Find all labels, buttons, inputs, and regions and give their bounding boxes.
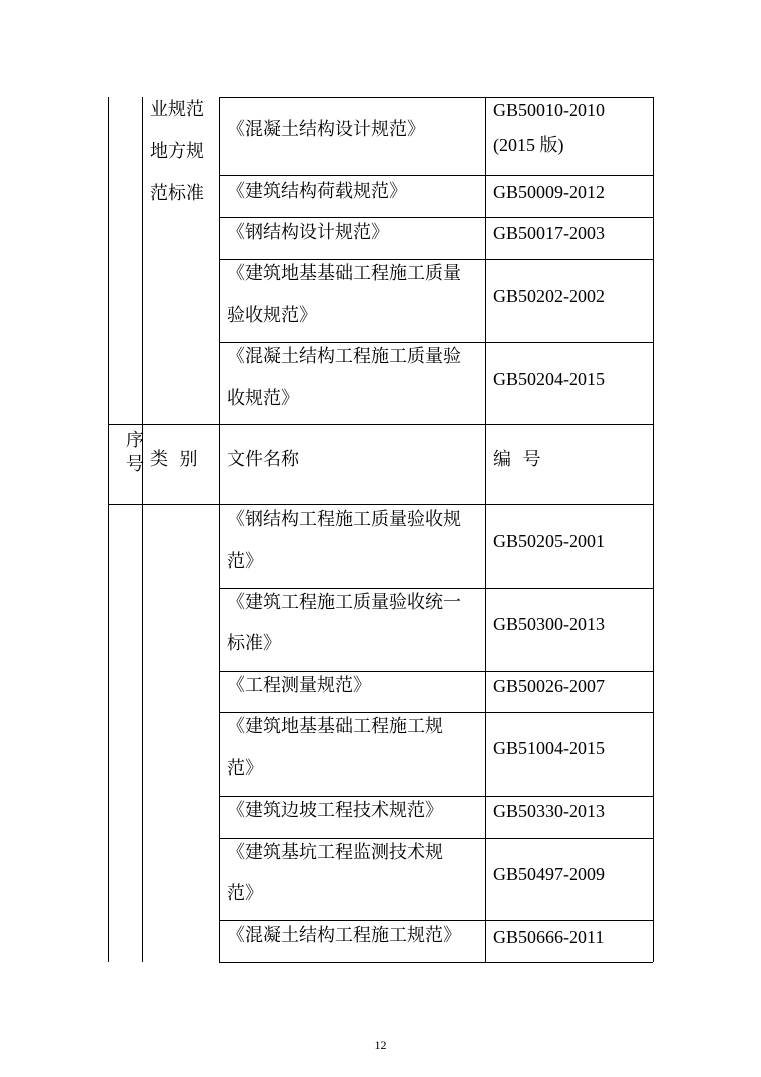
header-document-code: 编 号	[493, 449, 541, 470]
table-border	[108, 97, 109, 424]
document-name: 验收规范》	[227, 305, 317, 326]
document-code: GB50300-2013	[493, 614, 605, 634]
header-category: 类 别	[150, 449, 198, 470]
document-name: 范》	[227, 551, 263, 572]
document-name: 《混凝土结构工程施工质量验	[227, 346, 461, 367]
document-code: GB50009-2012	[493, 182, 605, 202]
document-name: 《钢结构工程施工质量验收规	[227, 509, 461, 530]
table-border	[108, 424, 109, 504]
document-name: 《建筑结构荷载规范》	[227, 181, 407, 202]
table-border	[142, 97, 143, 424]
document-code: GB50026-2007	[493, 676, 605, 696]
document-name: 收规范》	[227, 388, 299, 409]
document-name: 《建筑地基基础工程施工质量	[227, 263, 461, 284]
document-code: GB50202-2002	[493, 286, 605, 306]
table-border	[653, 424, 654, 504]
header-sequence-number: 序	[126, 430, 144, 451]
table-border	[485, 504, 486, 962]
document-name: 《混凝土结构设计规范》	[227, 119, 425, 140]
header-sequence-number: 号	[126, 454, 144, 475]
document-code-note: (2015 版)	[493, 135, 564, 155]
table-border	[653, 504, 654, 962]
table-border	[219, 962, 653, 963]
document-code: GB50330-2013	[493, 801, 605, 821]
document-name: 《工程测量规范》	[227, 675, 371, 696]
category-line: 范标准	[150, 183, 204, 204]
table-border	[219, 504, 220, 962]
table-border	[219, 97, 220, 424]
document-code: GB50017-2003	[493, 223, 605, 243]
table-border	[219, 424, 220, 504]
document-name: 《建筑基坑工程监测技术规	[227, 842, 443, 863]
table-border	[108, 504, 109, 962]
header-document-name: 文件名称	[227, 449, 299, 470]
table-border	[485, 424, 486, 504]
category-line: 业规范	[150, 99, 204, 120]
document-name: 标准》	[227, 633, 281, 654]
document-name: 《钢结构设计规范》	[227, 222, 389, 243]
document-code: GB51004-2015	[493, 738, 605, 758]
document-name: 《混凝土结构工程施工规范》	[227, 925, 461, 946]
document-code: GB50497-2009	[493, 864, 605, 884]
document-code: GB50666-2011	[493, 927, 605, 947]
document-name: 《建筑地基基础工程施工规	[227, 716, 443, 737]
table-border	[142, 504, 143, 962]
document-name: 范》	[227, 758, 263, 779]
table-border	[108, 424, 653, 425]
document-code: GB50204-2015	[493, 369, 605, 389]
document-name: 《建筑工程施工质量验收统一	[227, 592, 461, 613]
document-code: GB50205-2001	[493, 531, 605, 551]
document-name: 《建筑边坡工程技术规范》	[227, 800, 443, 821]
category-line: 地方规	[150, 141, 204, 162]
document-name: 范》	[227, 883, 263, 904]
page-number: 12	[374, 1038, 387, 1052]
table-border	[653, 97, 654, 424]
table-border	[485, 97, 486, 424]
document-code: GB50010-2010	[493, 100, 605, 120]
